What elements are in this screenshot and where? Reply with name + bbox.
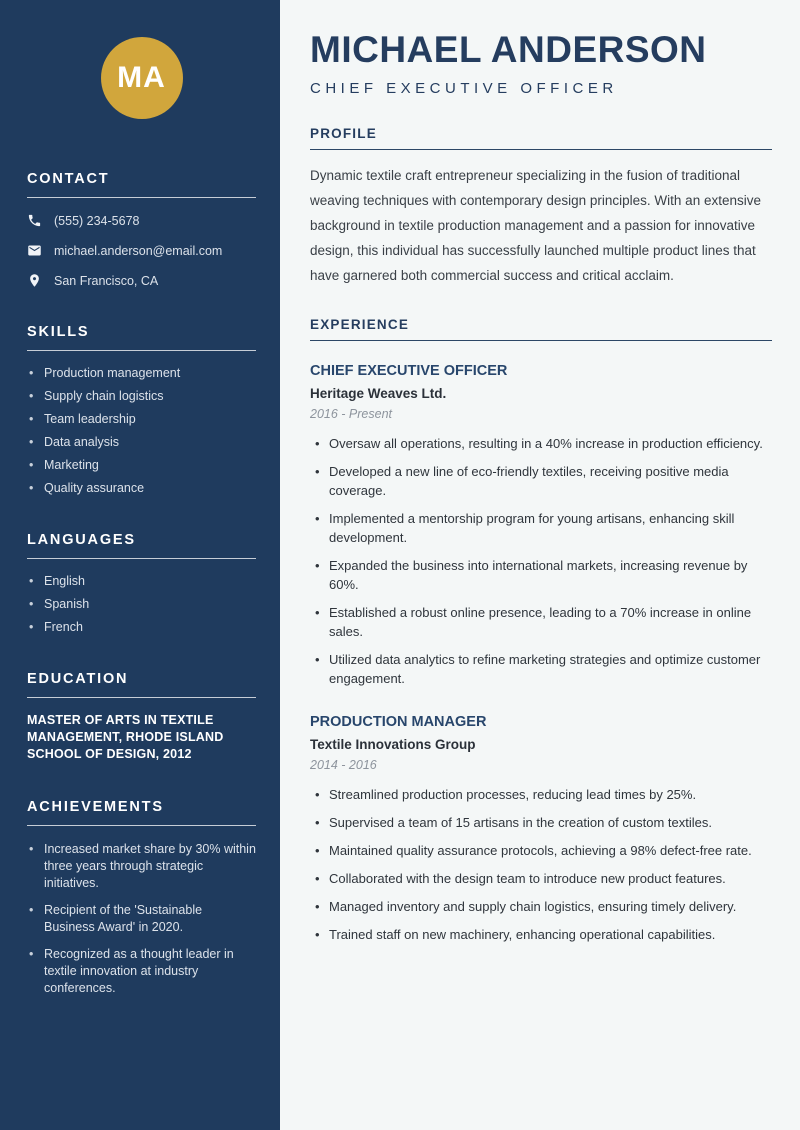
achievements-section — [27, 799, 256, 997]
main-content — [280, 0, 800, 1130]
skill-item: • Data analysis — [27, 435, 256, 450]
skills-section — [27, 324, 256, 496]
contact-location: San Francisco, CA — [54, 273, 159, 288]
experience-heading: EXPERIENCE — [310, 317, 772, 341]
education-entry: MASTER OF ARTS IN TEXTILE MANAGEMENT, RHODE ISLAND SCHOOL OF DESIGN, 2012 — [27, 713, 224, 761]
job-bullets — [310, 785, 772, 944]
achievement-item: • Increased market share by 30% within three years through strategic initiatives. — [27, 841, 256, 892]
job-dates: 2016 - Present — [310, 407, 392, 421]
education-heading: EDUCATION — [27, 671, 256, 698]
contact-email-row — [27, 243, 256, 258]
job-company: Heritage Weaves Ltd. — [310, 386, 447, 401]
contact-section — [27, 171, 256, 288]
skill-item: • Quality assurance — [27, 481, 256, 496]
job-company: Textile Innovations Group — [310, 737, 476, 752]
experience-section — [310, 317, 772, 944]
job-bullet-item: • Established a robust online presence, leading to a 70% increase in online sales. — [310, 603, 772, 641]
language-item: • Spanish — [27, 597, 256, 612]
achievement-item: • Recognized as a thought leader in textile innovation at industry conferences. — [27, 946, 256, 997]
email-icon — [27, 243, 42, 258]
contact-email: michael.anderson@email.com — [54, 243, 223, 258]
profile-section — [310, 126, 772, 288]
contact-location-row — [27, 273, 256, 288]
contact-phone: (555) 234-5678 — [54, 213, 140, 228]
job-bullet-item: • Collaborated with the design team to introduce new product features. — [310, 869, 772, 888]
contact-phone-row — [27, 213, 256, 228]
phone-icon — [27, 213, 42, 228]
job-bullet-item: • Implemented a mentorship program for young artisans, enhancing skill development. — [310, 509, 772, 547]
job-bullet-item: • Expanded the business into international markets, increasing revenue by 60%. — [310, 556, 772, 594]
job-bullet-item: • Streamlined production processes, reducing lead times by 25%. — [310, 785, 772, 804]
achievements-heading: ACHIEVEMENTS — [27, 799, 256, 826]
job-bullet-item: • Supervised a team of 15 artisans in the creation of custom textiles. — [310, 813, 772, 832]
avatar — [101, 37, 183, 119]
languages-section — [27, 532, 256, 635]
avatar-initials: MA — [117, 61, 166, 94]
skill-item: • Production management — [27, 366, 256, 381]
job-bullet-item: • Maintained quality assurance protocols, achieving a 98% defect-free rate. — [310, 841, 772, 860]
language-item: • French — [27, 620, 256, 635]
education-section — [27, 671, 256, 763]
languages-heading: LANGUAGES — [27, 532, 256, 559]
sidebar — [0, 0, 280, 1130]
job-bullet-item: • Utilized data analytics to refine marketing strategies and optimize customer engagement. — [310, 650, 772, 688]
candidate-title: CHIEF EXECUTIVE OFFICER — [310, 80, 618, 97]
job-bullet-item: • Developed a new line of eco-friendly textiles, receiving positive media coverage. — [310, 462, 772, 500]
job-entry-1 — [310, 363, 772, 688]
skill-item: • Marketing — [27, 458, 256, 473]
achievement-item: • Recipient of the 'Sustainable Business Award' in 2020. — [27, 902, 256, 936]
candidate-name: MICHAEL ANDERSON — [310, 29, 707, 70]
location-icon — [27, 273, 42, 288]
contact-heading: CONTACT — [27, 171, 256, 198]
job-dates: 2014 - 2016 — [310, 758, 377, 772]
skills-heading: SKILLS — [27, 324, 256, 351]
profile-text: Dynamic textile craft entrepreneur specializing in the fusion of traditional weaving techniques with contemporary design principles. With an extensive background in textile production management and a passion for innovative design, this individual has successfully launched multiple product lines that have garnered both commercial success and critical acclaim. — [310, 168, 761, 283]
language-item: • English — [27, 574, 256, 589]
job-bullet-item: • Managed inventory and supply chain logistics, ensuring timely delivery. — [310, 897, 772, 916]
profile-heading: PROFILE — [310, 126, 772, 150]
skill-item: • Team leadership — [27, 412, 256, 427]
job-bullets — [310, 434, 772, 688]
achievements-list — [27, 841, 256, 997]
job-bullet-item: • Trained staff on new machinery, enhancing operational capabilities. — [310, 925, 772, 944]
job-role: PRODUCTION MANAGER — [310, 714, 487, 730]
skills-list — [27, 366, 256, 496]
languages-list — [27, 574, 256, 635]
job-role: CHIEF EXECUTIVE OFFICER — [310, 363, 508, 379]
job-entry-2 — [310, 714, 772, 944]
job-bullet-item: • Oversaw all operations, resulting in a 40% increase in production efficiency. — [310, 434, 772, 453]
skill-item: • Supply chain logistics — [27, 389, 256, 404]
